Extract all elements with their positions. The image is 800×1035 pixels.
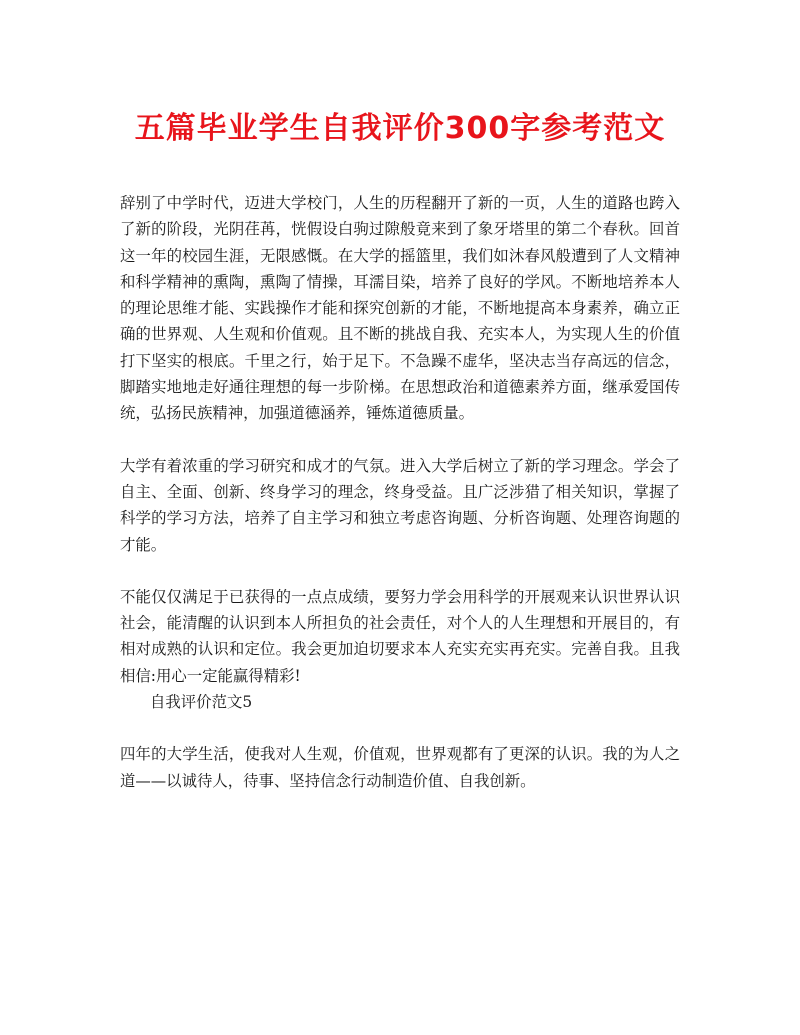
paragraph-4: 四年的大学生活，使我对人生观，价值观，世界观都有了更深的认识。我的为人之道——以诚待人，待事、坚持信念行动制造价值、自我创新。 <box>120 745 680 790</box>
paragraph-2: 大学有着浓重的学习研究和成才的气氛。进入大学后树立了新的学习理念。学会了自主、全面、创新、终身学习的理念，终身受益。且广泛涉猎了相关知识，掌握了科学的学习方法，培养了自主学习和独立考虑咨询题、分析咨询题、处理咨询题的才能。 <box>120 456 680 554</box>
document-body <box>120 190 680 794</box>
section-subheading: 自我评价范文5 <box>150 693 253 712</box>
paragraph-1: 辞别了中学时代，迈进大学校门，人生的历程翻开了新的一页，人生的道路也跨入了新的阶段，光阴荏苒，恍假设白驹过隙般竟来到了象牙塔里的第二个春秋。回首这一年的校园生涯，无限感慨。在大学的摇篮里，我们如沐春风般遭到了人文精神和科学精神的熏陶，熏陶了情操，耳濡目染，培养了良好的学风。不断地培养本人的理论思维才能、实践操作才能和探究创新的才能，不断地提高本身素养，确立正确的世界观、人生观和价值观。且不断的挑战自我、充实本人，为实现人生的价值打下坚实的根底。千里之行，始于足下。不急躁不虚华，坚决志当存高远的信念，脚踏实地地走好通往理想的每一步阶梯。在思想政治和道德素养方面，继承爱国传统，弘扬民族精神，加强道德涵养，锤炼道德质量。 <box>120 194 680 423</box>
document-title: 五篇毕业学生自我评价300字参考范文 <box>134 111 666 146</box>
paragraph-3: 不能仅仅满足于已获得的一点点成绩，要努力学会用科学的开展观来认识世界认识社会，能清醒的认识到本人所担负的社会责任，对个人的人生理想和开展目的，有相对成熟的认识和定位。我会更加迫切要求本人充实充实再充实。完善自我。且我相信:用心一定能赢得精彩! <box>120 587 680 685</box>
